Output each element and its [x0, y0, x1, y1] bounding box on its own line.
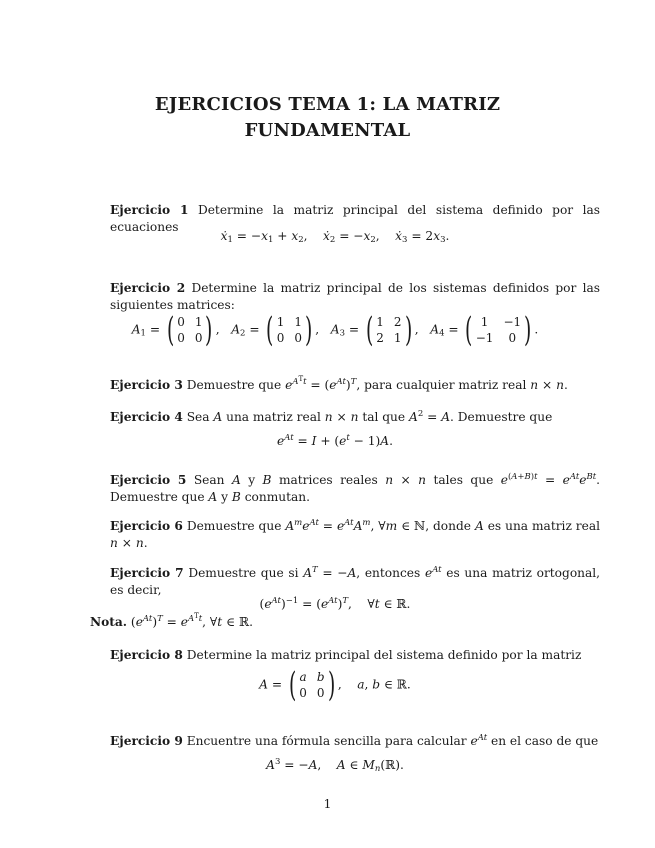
- matrix-a1: ( 0 1 0 0 ): [166, 310, 213, 350]
- exercise-4-label: Ejercicio 4: [110, 410, 183, 424]
- exercise-6: Ejercicio 6 Demuestre que $A^me^{At} = e^{At}A^m$, ∀m ∈ ℕ, donde A es una matriz real n × n.: [110, 518, 600, 550]
- exercise-7: Ejercicio 7 Demuestre que si $A^T = -A$, entonces $e^{At}$ es una matriz ortogonal, es decir,: [110, 565, 601, 597]
- exercise-2-text: Determine la matriz principal de los sistemas definidos por las siguientes matrices:: [110, 281, 600, 312]
- exercise-3: Ejercicio 3 Demuestre que $e^{A^Tt} = (e^{At})^T$, para cualquier matriz real n × n.: [110, 375, 568, 392]
- exercise-2: [90, 280, 600, 314]
- exercise-8-equation: A = ( a b 0 0 ) , a, b ∈ ℝ.: [259, 665, 411, 705]
- nota-label: Nota.: [90, 615, 128, 629]
- exercise-6-label: Ejercicio 6: [110, 519, 183, 533]
- exercise-8-text: Determine la matriz principal del sistema definido por la matriz: [186, 648, 582, 662]
- exercise-4: Ejercicio 4 Sea A una matriz real n × n tal que $A^2 = A$. Demuestre que: [110, 409, 553, 424]
- matrix-a: ( a b 0 0 ): [288, 665, 335, 705]
- exercise-7-equation: $(e^{At})^{-1} = (e^{At})^T$, ∀t ∈ ℝ.: [259, 596, 411, 611]
- page-number: 1: [323, 797, 332, 811]
- exercise-8: [90, 647, 600, 664]
- exercise-2-matrices: $A_1$ = ( 0 1 0 0 ) , $A_2$ = ( 1 1 0 0 ) , $A_3$ = ( 1 2 2 1 ) , $A_4$ = ( 1 −1 −1 0 ) .: [131, 310, 539, 350]
- nota: Nota. $(e^{At})^T = e^{A^Tt}$, ∀t ∈ ℝ.: [90, 612, 253, 629]
- exercise-5: Ejercicio 5 Sean A y B matrices reales n × n tales que $e^{(A+B)t} = e^{At}e^{Bt}$. Demuestre que A y B conmutan.: [110, 472, 601, 504]
- title-line-2: FUNDAMENTAL: [244, 120, 411, 141]
- matrix-a2: ( 1 1 0 0 ): [266, 310, 313, 350]
- page-title: [0, 92, 655, 144]
- exercise-1-text: Determine la matriz principal del sistema definido por las ecuaciones: [110, 203, 601, 234]
- matrix-a3: ( 1 2 2 1 ): [365, 310, 412, 350]
- exercise-9-label: Ejercicio 9: [110, 734, 183, 748]
- exercise-1-equation: $ẋ_1 = -x_1 + x_2$, $ẋ_2 = -x_2$, $ẋ_3 = 2x_3$.: [220, 229, 450, 245]
- title-line-1: EJERCICIOS TEMA 1: LA MATRIZ: [154, 94, 501, 115]
- exercise-2-label: Ejercicio 2: [110, 281, 186, 295]
- exercise-9: Ejercicio 9 Encuentre una fórmula sencilla para calcular $e^{At}$ en el caso de que: [110, 733, 599, 748]
- exercise-3-label: Ejercicio 3: [110, 378, 183, 392]
- exercise-7-label: Ejercicio 7: [110, 566, 184, 580]
- exercise-8-label: Ejercicio 8: [110, 648, 183, 662]
- exercise-1-label: Ejercicio 1: [110, 203, 189, 217]
- exercise-9-equation: $A^3 = -A$, A ∈ $M_n(ℝ)$.: [266, 757, 404, 774]
- exercise-5-label: Ejercicio 5: [110, 473, 187, 487]
- matrix-a4: ( 1 −1 −1 0 ): [465, 310, 532, 350]
- exercise-4-equation: $e^{At} = I + (e^t - 1)A$.: [277, 433, 393, 448]
